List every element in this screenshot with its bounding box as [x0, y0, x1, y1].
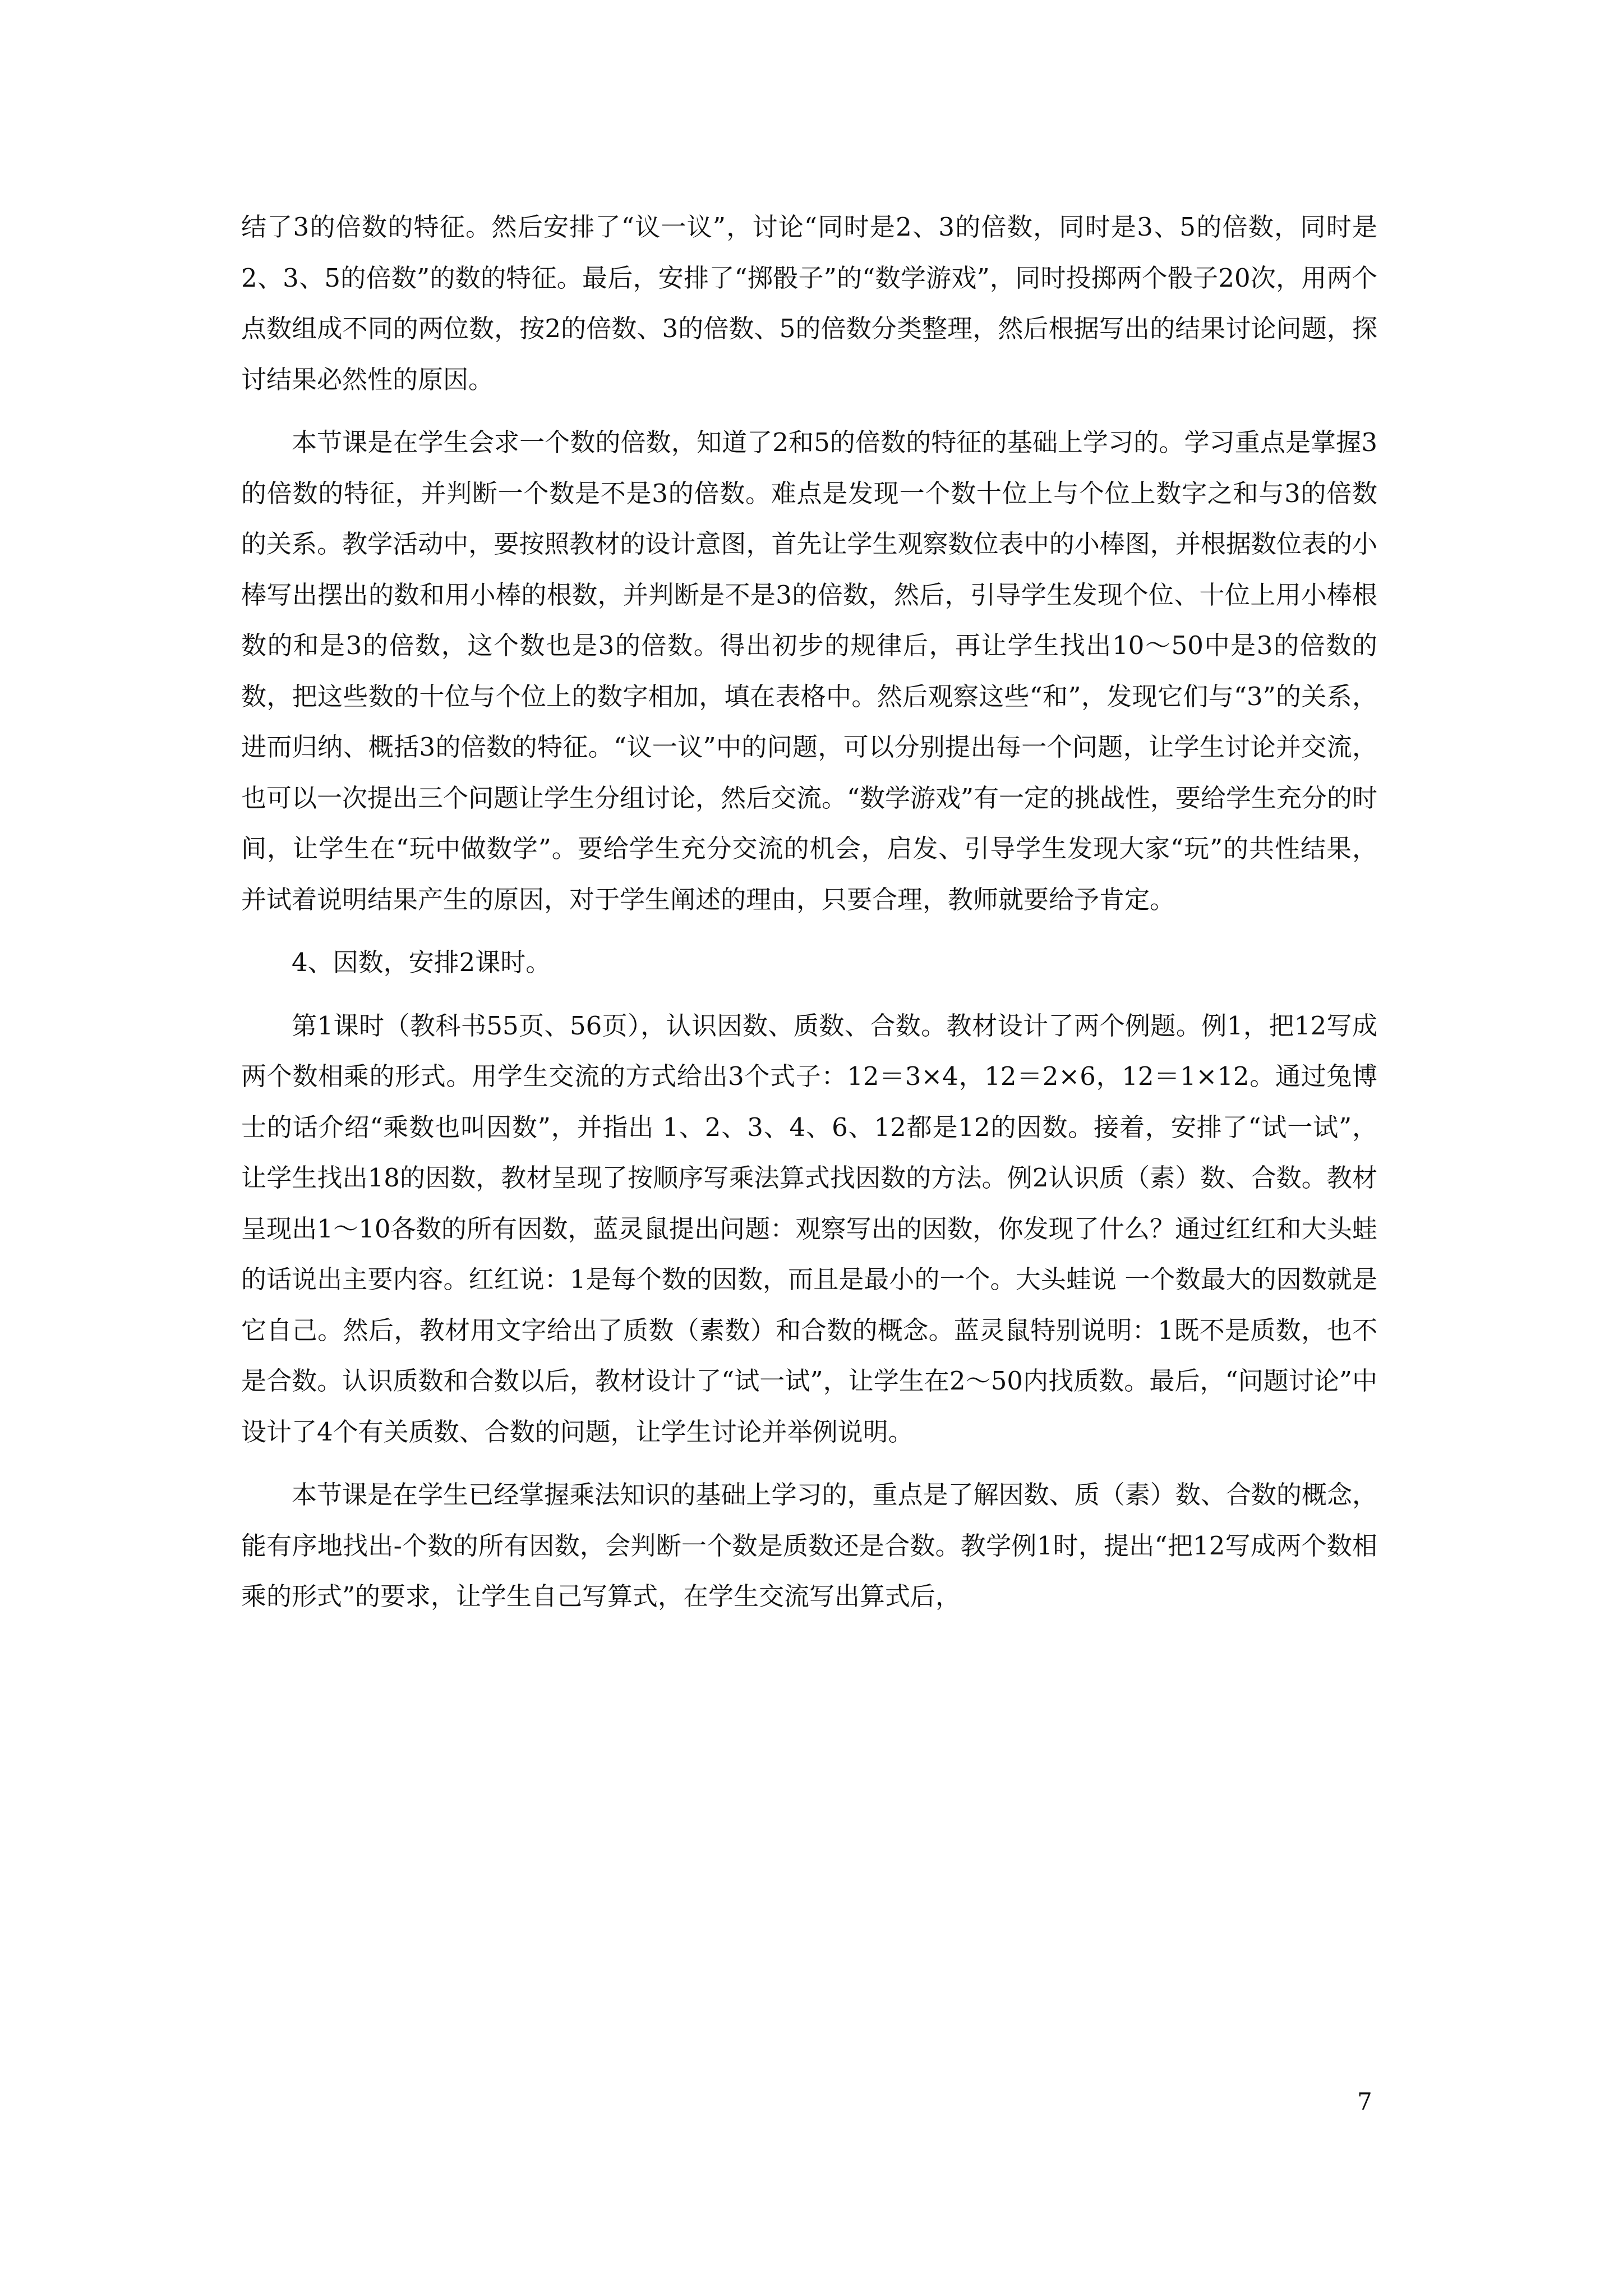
paragraph-2: 本节课是在学生会求一个数的倍数，知道了2和5的倍数的特征的基础上学习的。学习重点是掌握3的倍数的特征，并判断一个数是不是3的倍数。难点是发现一个数十位上与个位上数字之和与3的倍数的关系。教学活动中，要按照教材的设计意图，首先让学生观察数位表中的小棒图，并根据数位表的小棒写出摆出的数和用小棒的根数，并判断是不是3的倍数，然后，引导学生发现个位、十位上用小棒根数的和是3的倍数，这个数也是3的倍数。得出初步的规律后，再让学生找出10～50中是3的倍数的数，把这些数的十位与个位上的数字相加，填在表格中。然后观察这些“和”，发现它们与“3”的关系，进而归纳、概括3的倍数的特征。“议一议”中的问题，可以分别提出每一个问题，让学生讨论并交流，也可以一次提出三个问题让学生分组讨论，然后交流。“数学游戏”有一定的挑战性，要给学生充分的时间，让学生在“玩中做数学”。要给学生充分交流的机会，启发、引导学生发现大家“玩”的共性结果，并试着说明结果产生的原因，对于学生阐述的理由，只要合理，教师就要给予肯定。 [241, 427, 1378, 914]
page-number: 7 [1357, 2088, 1372, 2115]
paragraph-1: 结了3的倍数的特征。然后安排了“议一议”，讨论“同时是2、3的倍数，同时是3、5的倍数，同时是2、3、5的倍数”的数的特征。最后，安排了“掷骰子”的“数学游戏”，同时投掷两个骰子20次，用两个点数组成不同的两位数，按2的倍数、3的倍数、5的倍数分类整理，然后根据写出的结果讨论问题，探讨结果必然性的原因。 [241, 212, 1377, 394]
paragraph-4: 第1课时（教科书55页、56页），认识因数、质数、合数。教材设计了两个例题。例1，把12写成两个数相乘的形式。用学生交流的方式给出3个式子：12＝3×4，12＝2×6，12＝1×12。通过兔博士的话介绍“乘数也叫因数”，并指出 1、2、3、4、6、12都是12的因数。接着，安排了“试一试”，让学生找出18的因数，教材呈现了按顺序写乘法算式找因数的方法。例2认识质（素）数、合数。教材呈现出1～10各数的所有因数，蓝灵鼠提出问题：观察写出的因数，你发现了什么？通过红红和大头蛙的话说出主要内容。红红说：1是每个数的因数，而且是最小的一个。大头蛙说 一个数最大的因数就是它自己。然后，教材用文字给出了质数（素数）和合数的概念。蓝灵鼠特别说明：1既不是质数，也不是合数。认识质数和合数以后，教材设计了“试一试”，让学生在2～50内找质数。最后，“问题讨论”中设计了4个有关质数、合数的问题，让学生讨论并举例说明。 [241, 1010, 1377, 1447]
paragraph-5: 本节课是在学生已经掌握乘法知识的基础上学习的，重点是了解因数、质（素）数、合数的概念，能有序地找出-个数的所有因数，会判断一个数是质数还是合数。教学例1时，提出“把12写成两个数相乘的形式”的要求，让学生自己写算式，在学生交流写出算式后， [241, 1480, 1377, 1611]
paragraph-3: 4、因数，安排2课时。 [292, 947, 551, 977]
body-text [241, 202, 1377, 1635]
